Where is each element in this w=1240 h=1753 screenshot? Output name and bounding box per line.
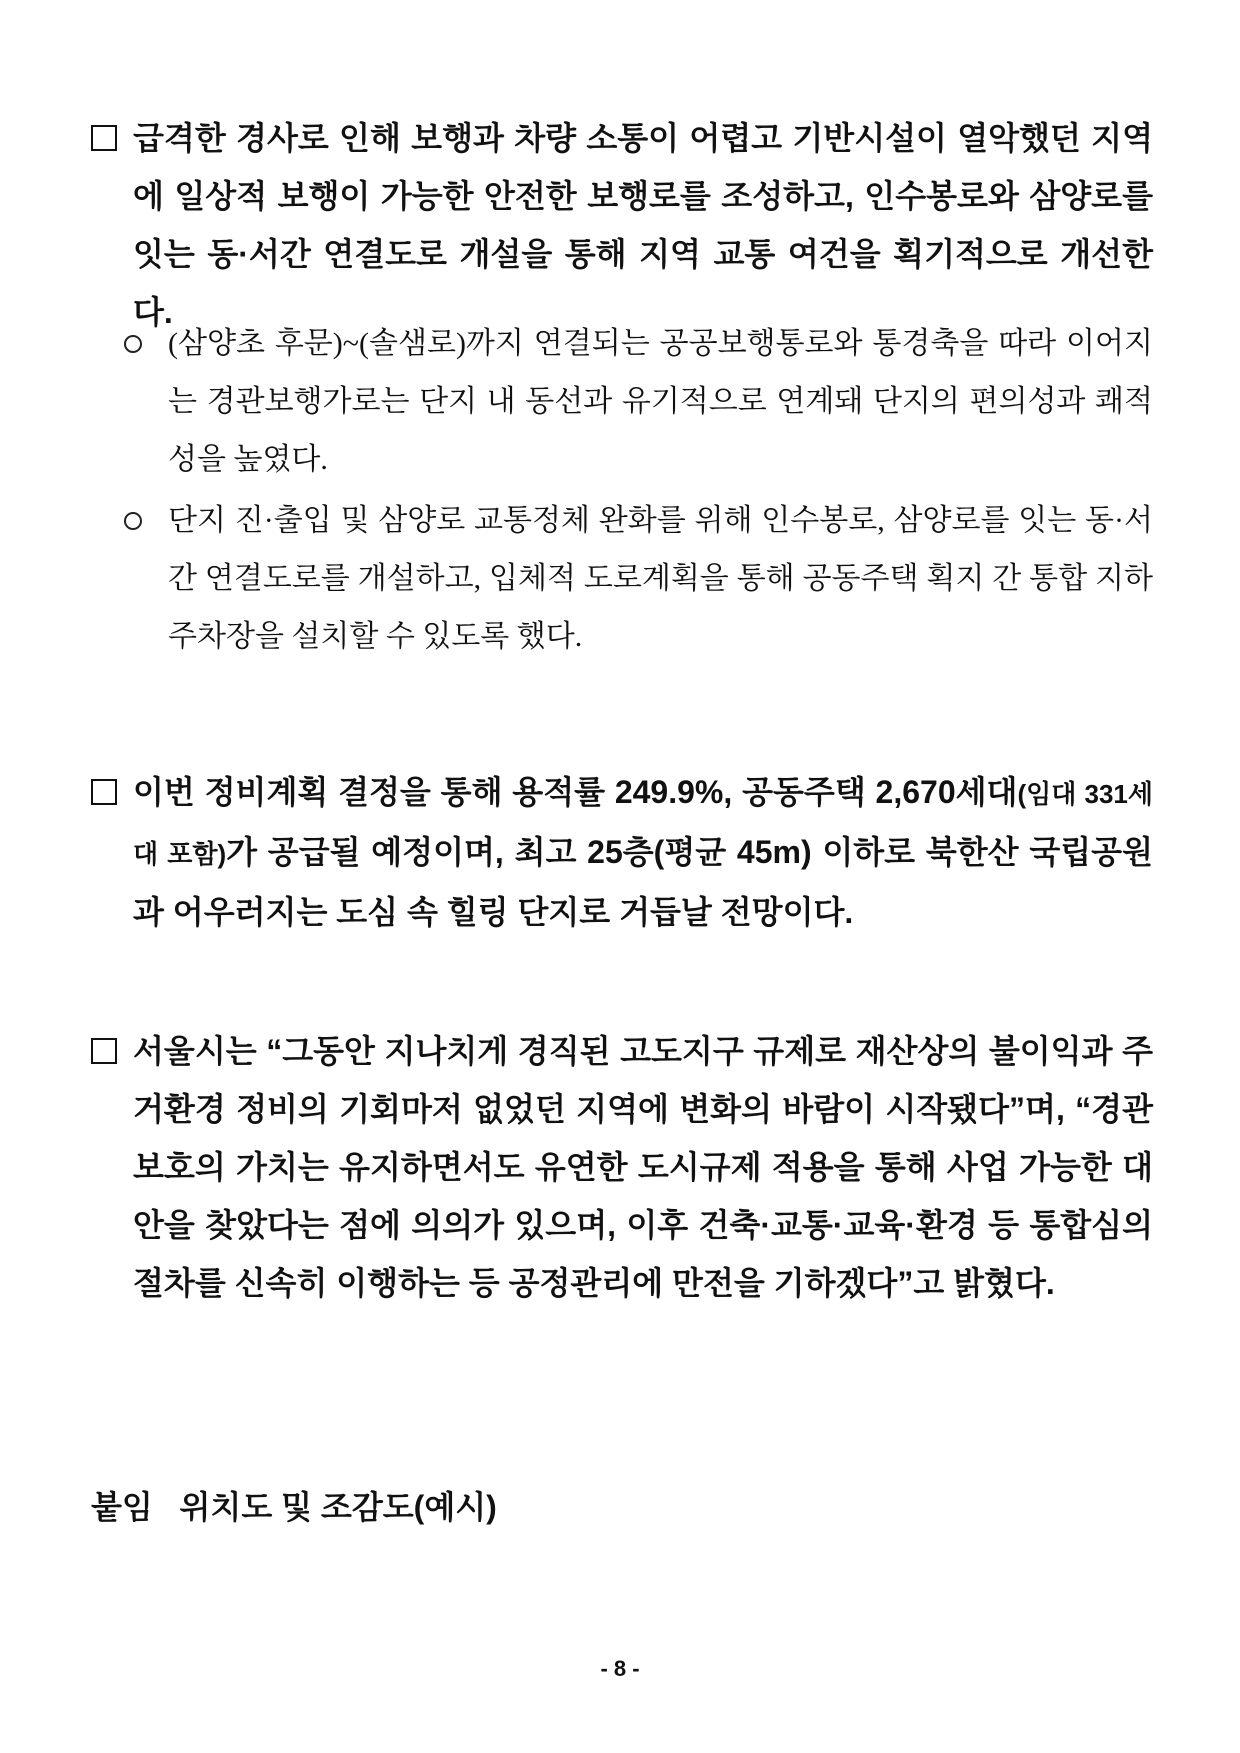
paragraph-2-text-b: 가 공급될 예정이며, 최고 25층(평균 45m) 이하로 북한산 국립공원과 어우러지는 도심 속 힐링 단지로 거듭날 전망이다. xyxy=(133,834,1154,930)
checkbox-square-icon xyxy=(91,779,117,805)
checkbox-square-icon xyxy=(91,125,117,151)
paragraph-2-text xyxy=(133,763,1153,941)
subitem-2-text: 단지 진·출입 및 삼양로 교통정체 완화를 위해 인수봉로, 삼양로를 잇는 동·서간 연결도로를 개설하고, 입체적 도로계획을 통해 공동주택 획지 간 통합 지하 주차장을 설치할 수 있도록 했다. xyxy=(168,504,1153,653)
subitem-1-text: (삼양초 후문)~(솔샘로)까지 연결되는 공공보행통로와 통경축을 따라 이어지는 경관보행가로는 단지 내 동선과 유기적으로 연계돼 단지의 편의성과 쾌적성을 높였다. xyxy=(168,327,1153,476)
paragraph-1-text: 급격한 경사로 인해 보행과 차량 소통이 어렵고 기반시설이 열악했던 지역에 일상적 보행이 가능한 안전한 보행로를 조성하고, 인수봉로와 삼양로를 잇는 동·서간 연결도로 개설을 통해 지역 교통 여건을 획기적으로 개선한다. xyxy=(133,120,1153,330)
checkbox-square-icon xyxy=(91,1038,117,1064)
paragraph-2-note: (임대 331세대 포함) xyxy=(133,779,1153,869)
paragraph-2-text-a: 이번 정비계획 결정을 통해 용적률 249.9%, 공동주택 2,670세대 xyxy=(133,774,1018,810)
attachment-line xyxy=(91,1478,497,1536)
attachment-title: 위치도 및 조감도(예시) xyxy=(179,1489,497,1525)
paragraph-3 xyxy=(91,1022,1153,1312)
paragraph-2 xyxy=(91,763,1153,941)
circle-bullet-icon xyxy=(124,335,142,353)
attachment-label: 붙임 xyxy=(91,1489,153,1525)
paragraph-1-subitem-1 xyxy=(124,315,1153,489)
paragraph-1 xyxy=(91,109,1153,341)
paragraph-3-text: 서울시는 “그동안 지나치게 경직된 고도지구 규제로 재산상의 불이익과 주거환경 정비의 기회마저 없었던 지역에 변화의 바람이 시작됐다”며, “경관 보호의 가치는 유지하면서도 유연한 도시규제 적용을 통해 사업 가능한 대안을 찾았다는 점에 의의가 있으며, 이후 건축·교통·교육·환경 등 통합심의 절차를 신속히 이행하는 등 공정관리에 만전을 기하겠다”고 밝혔다. xyxy=(133,1033,1153,1301)
paragraph-1-subitem-2 xyxy=(124,492,1153,666)
page-number: - 8 - xyxy=(600,1656,640,1681)
circle-bullet-icon xyxy=(124,512,142,530)
